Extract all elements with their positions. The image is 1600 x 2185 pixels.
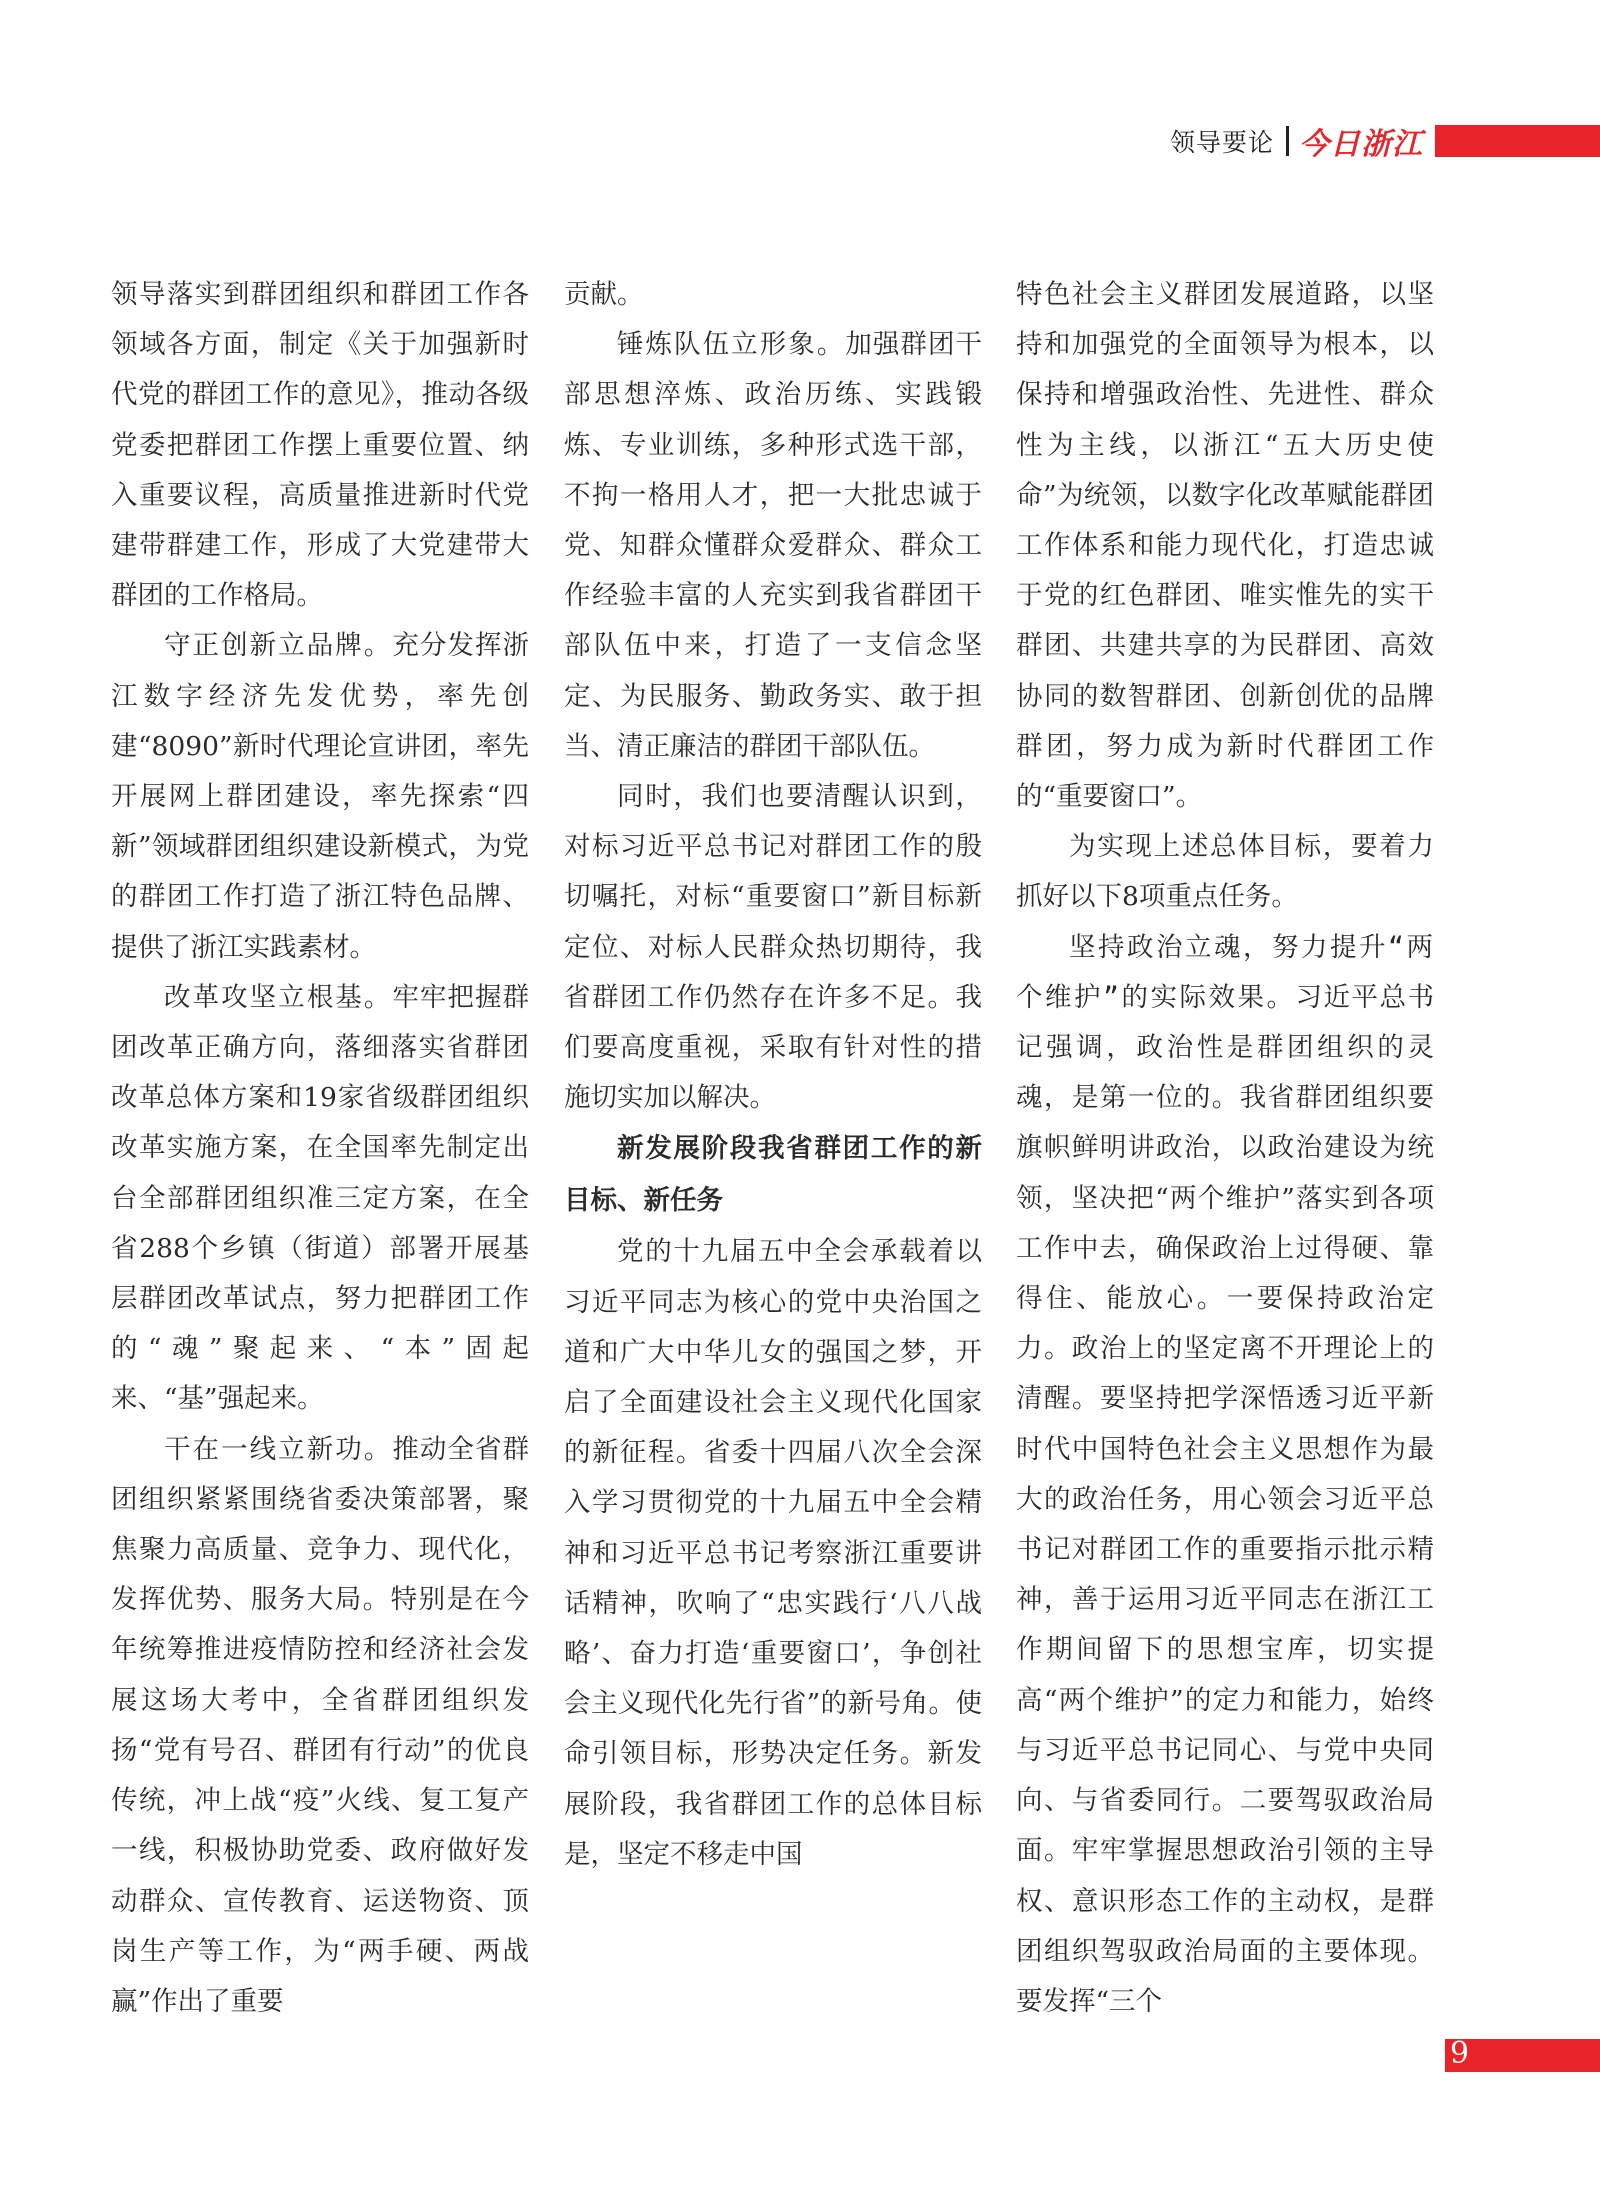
paragraph xyxy=(111,973,529,1425)
paragraph-lead: 锤炼队伍立形象。 xyxy=(617,329,846,361)
page-header xyxy=(1170,122,1600,160)
paragraph xyxy=(111,621,529,972)
paragraph xyxy=(564,320,982,772)
header-divider xyxy=(1286,126,1289,156)
paragraph-text: 领导落实到群团组织和群团工作各领域各方面，制定《关于加强新时代党的群团工作的意见》，推动各级党委把群团工作摆上重要位置、纳入重要议程，高质量推进新时代党建带群建工作，形成了大党建带大群团的工作格局。 xyxy=(111,279,529,612)
paragraph-text: 加强群团干部思想淬炼、政治历练、实践锻炼、专业训练，多种形式选干部，不拘一格用人才，把一大批忠诚于党、知群众懂群众爱群众、群众工作经验丰富的人充实到我省群团干部队伍中来，打造了一支信念坚定、为民服务、勤政务实、敢于担当、清正廉洁的群团干部队伍。 xyxy=(564,329,983,762)
paragraph xyxy=(111,270,529,621)
paragraph-text: 习近平总书记强调，政治性是群团组织的灵魂，是第一位的。我省群团组织要旗帜鲜明讲政治，以政治建设为统领，坚决把“两个维护”落实到各项工作中去，确保政治上过得硬、靠得住、能放心。一要保持政治定力。政治上的坚定离不开理论上的清醒。要坚持把学深悟透习近平新时代中国特色社会主义思想作为最大的政治任务，用心领会习近平总书记对群团工作的重要指示批示精神，善于运用习近平同志在浙江工作期间留下的思想宝库，切实提高“两个维护”的定力和能力，始终与习近平总书记同心、与党中央同向、与省委同行。二要驾驭政治局面。牢牢掌握思想政治引领的主导权、意识形态工作的主动权，是群团组织驾驭政治局面的主要体现。要发挥“三个 xyxy=(1016,981,1434,2017)
paragraph-text: 推动全省群团组织紧紧围绕省委决策部署，聚焦聚力高质量、竞争力、现代化，发挥优势、服务大局。特别是在今年统筹推进疫情防控和经济社会发展这场大考中，全省群团组织发扬“党有号召、群团有行动”的优良传统，冲上战“疫”火线、复工复产一线，积极协助党委、政府做好发动群众、宣传教育、运送物资、顶岗生产等工作，为“两手硬、两战赢”作出了重要 xyxy=(111,1433,530,2017)
paragraph-text: 充分发挥浙江数字经济先发优势，率先创建“8090”新时代理论宣讲团，率先开展网上群团建设，率先探索“四新”领域群团组织建设新模式，为党的群团工作打造了浙江特色品牌、提供了浙江实践素材。 xyxy=(111,630,530,963)
paragraph-lead: 干在一线立新功。 xyxy=(164,1433,393,1465)
paragraph-text: 牢牢把握群团改革正确方向，落细落实省群团改革总体方案和19家省级群团组织改革实施方案，在全国率先制定出台全部群团组织准三定方案，在全省288个乡镇（街道）部署开展基层群团改革试点，努力把群团工作的“魂”聚起来、“本”固起来、“基”强起来。 xyxy=(111,981,530,1415)
paragraph-lead: 守正创新立品牌。 xyxy=(164,630,393,662)
paragraph-text: 贡献。 xyxy=(564,279,644,310)
paragraph-text: 为实现上述总体目标，要着力抓好以下8项重点任务。 xyxy=(1016,831,1434,913)
paragraph-text: 同时，我们也要清醒认识到，对标习近平总书记对群团工作的殷切嘱托，对标“重要窗口”新目标新定位、对标人民群众热切期待，我省群团工作仍然存在许多不足。我们要高度重视，采取有针对性的措施切实加以解决。 xyxy=(564,781,982,1114)
paragraph-text: 特色社会主义群团发展道路，以坚持和加强党的全面领导为根本，以保持和增强政治性、先进性、群众性为主线，以浙江“五大历史使命”为统领，以数字化改革赋能群团工作体系和能力现代化，打造忠诚于党的红色群团、唯实惟先的实干群团、共建共享的为民群团、高效协同的数智群团、创新创优的品牌群团，努力成为新时代群团工作的“重要窗口”。 xyxy=(1016,279,1434,813)
header-accent-bar xyxy=(1435,125,1600,157)
section-label: 领导要论 xyxy=(1169,128,1274,157)
paragraph-lead: 改革攻坚立根基。 xyxy=(164,981,393,1013)
paragraph-text: 党的十九届五中全会承载着以习近平同志为核心的党中央治国之道和广大中华儿女的强国之梦，开启了全面建设社会主义现代化国家的新征程。省委十四届八次全会深入学习贯彻党的十九届五中全会精神和习近平总书记考察浙江重要讲话精神，吹响了“忠实践行‘八八战略’、奋力打造‘重要窗口’，争创社会主义现代化先行省”的新号角。使命引领目标，形势决定任务。新发展阶段，我省群团工作的总体目标是，坚定不移走中国 xyxy=(564,1236,982,1870)
section-heading: 新发展阶段我省群团工作的新目标、新任务 xyxy=(564,1133,982,1217)
paragraph-lead: 坚持政治立魂，努力提升“两个维护”的实际效果。 xyxy=(1016,931,1434,1013)
paragraph xyxy=(1016,270,1434,822)
page-number: 9 xyxy=(1450,2036,1470,2071)
paragraph xyxy=(1016,822,1434,922)
column-2-bottom xyxy=(564,1227,982,1880)
brand-logo: 今日浙江 xyxy=(1299,127,1423,162)
paragraph xyxy=(1016,923,1434,2027)
column-1 xyxy=(111,270,529,2027)
paragraph xyxy=(564,772,982,1123)
column-2 xyxy=(564,270,982,1880)
paragraph xyxy=(111,1425,529,2027)
paragraph xyxy=(564,1227,982,1880)
paragraph xyxy=(564,270,982,320)
column-2-top xyxy=(564,270,982,1123)
column-3 xyxy=(1016,270,1434,2027)
